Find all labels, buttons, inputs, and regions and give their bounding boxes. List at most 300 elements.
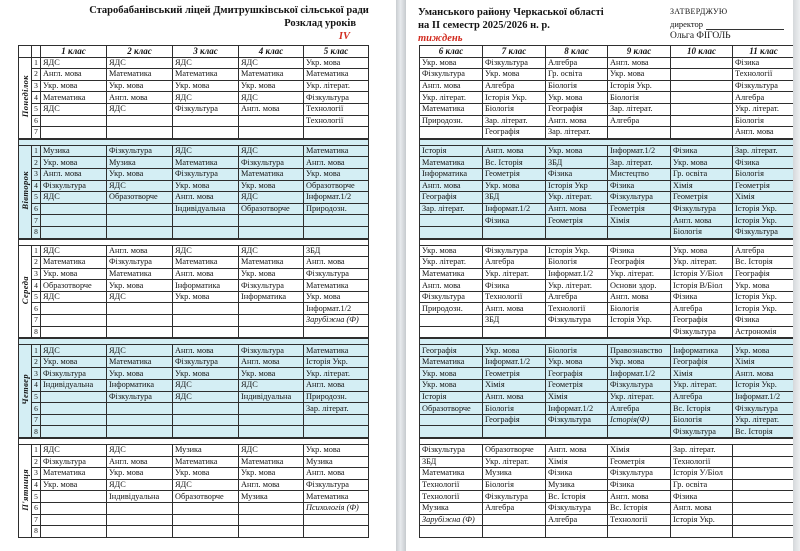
lesson-row xyxy=(19,368,369,380)
lesson-cell: Фізика xyxy=(733,57,795,69)
lesson-cell: Фізика xyxy=(671,145,733,157)
lesson-cell: Укр. мова xyxy=(173,368,239,380)
lesson-cell: Вс. Історія xyxy=(608,502,671,514)
lesson-number: 5 xyxy=(32,491,41,503)
lesson-cell: Укр. літерат. xyxy=(671,380,733,392)
lesson-row xyxy=(19,345,369,357)
lesson-cell: Алгебра xyxy=(733,245,795,257)
lesson-cell: Фізкультура xyxy=(173,103,239,115)
lesson-cell: Геометрія xyxy=(546,215,608,227)
lesson-row xyxy=(420,479,795,491)
lesson-cell xyxy=(107,514,173,526)
lesson-cell: Біологія xyxy=(608,92,671,104)
lesson-cell: Англ. мова xyxy=(671,215,733,227)
lesson-cell: Хімія xyxy=(483,380,546,392)
lesson-cell: Математика xyxy=(420,103,483,115)
lesson-number: 3 xyxy=(32,368,41,380)
lesson-cell: Біологія xyxy=(671,226,733,238)
lesson-cell: Укр. літерат. xyxy=(671,257,733,269)
lesson-cell: Математика xyxy=(173,157,239,169)
lesson-cell: Інформат.1/2 xyxy=(483,356,546,368)
lesson-row xyxy=(420,103,795,115)
lesson-row xyxy=(420,445,795,457)
lesson-cell xyxy=(41,226,107,238)
lesson-cell: Укр. мова xyxy=(41,268,107,280)
lesson-row xyxy=(420,491,795,503)
lesson-cell: Фізкультура xyxy=(608,380,671,392)
lesson-cell: Укр. мова xyxy=(608,69,671,81)
lesson-cell: ЯДС xyxy=(107,291,173,303)
lesson-row xyxy=(19,203,369,215)
lesson-cell: Фізкультура xyxy=(420,69,483,81)
page-left xyxy=(0,0,396,551)
lesson-cell: Інформат.1/2 xyxy=(304,192,369,204)
lesson-number: 2 xyxy=(32,69,41,81)
lesson-cell: Укр. мова xyxy=(304,57,369,69)
day-table-right-1 xyxy=(419,45,795,139)
lesson-number: 6 xyxy=(32,502,41,514)
lesson-cell xyxy=(239,414,304,426)
approval-block xyxy=(670,6,784,45)
lesson-cell: Географія xyxy=(483,127,546,139)
day-label: Понеділок xyxy=(19,57,32,138)
day-table-right-4 xyxy=(419,338,795,438)
lesson-number: 4 xyxy=(32,180,41,192)
lesson-row xyxy=(19,69,369,81)
lesson-cell: Природозн. xyxy=(420,303,483,315)
lesson-cell: Укр. літерат. xyxy=(546,192,608,204)
lesson-cell: Укр. мова xyxy=(420,245,483,257)
lesson-cell: Англ. мова xyxy=(420,280,483,292)
lesson-cell: Алгебра xyxy=(546,57,608,69)
lesson-cell: Фізкультура xyxy=(239,280,304,292)
lesson-cell: Біологія xyxy=(546,257,608,269)
lesson-cell: Англ. мова xyxy=(239,479,304,491)
lesson-cell: Фізкультура xyxy=(173,168,239,180)
lesson-cell: Математика xyxy=(420,268,483,280)
lesson-cell: Математика xyxy=(420,468,483,480)
lesson-cell: Фізкультура xyxy=(671,426,733,438)
lesson-cell: Індивідуальна xyxy=(239,391,304,403)
lesson-cell xyxy=(671,526,733,538)
lesson-cell: Фізкультура xyxy=(546,414,608,426)
lesson-cell xyxy=(173,315,239,327)
lesson-cell: Географія xyxy=(546,103,608,115)
lesson-number: 3 xyxy=(32,168,41,180)
lesson-row xyxy=(19,180,369,192)
lesson-row xyxy=(420,414,795,426)
lesson-cell: Укр. мова xyxy=(173,468,239,480)
lesson-row xyxy=(420,115,795,127)
lesson-cell: Математика xyxy=(304,280,369,292)
lesson-cell: Музика xyxy=(546,479,608,491)
lesson-cell: Музика xyxy=(239,491,304,503)
week-roman-numeral: IV xyxy=(338,31,350,42)
lesson-cell: Географія xyxy=(546,368,608,380)
lesson-row xyxy=(420,380,795,392)
lesson-cell xyxy=(107,115,173,127)
lesson-row xyxy=(420,257,795,269)
lesson-cell: Фізкультура xyxy=(107,257,173,269)
lesson-cell: Фізкультура xyxy=(671,326,733,338)
lesson-cell xyxy=(41,115,107,127)
lesson-cell: Англ. мова xyxy=(41,69,107,81)
lesson-number: 6 xyxy=(32,115,41,127)
lesson-cell: Англ. мова xyxy=(304,157,369,169)
lesson-cell: ЯДС xyxy=(41,291,107,303)
lesson-cell: Математика xyxy=(41,468,107,480)
lesson-cell: ЯДС xyxy=(173,391,239,403)
lesson-cell: Правознавство xyxy=(608,345,671,357)
lesson-cell xyxy=(41,326,107,338)
lesson-cell: Географія xyxy=(671,356,733,368)
lesson-cell: Укр. мова xyxy=(173,180,239,192)
lesson-cell: Математика xyxy=(173,69,239,81)
class-column-header: 9 клас xyxy=(608,46,671,58)
lesson-cell xyxy=(304,514,369,526)
day-table-right-2 xyxy=(419,139,795,239)
day-label: Вівторок xyxy=(19,145,32,238)
class-column-header: 5 клас xyxy=(304,46,369,58)
lesson-cell xyxy=(546,226,608,238)
lesson-cell: Фізкультура xyxy=(483,57,546,69)
lesson-number: 7 xyxy=(32,514,41,526)
lesson-cell: Укр. мова xyxy=(671,245,733,257)
lesson-number: 1 xyxy=(32,145,41,157)
school-title: Старобабанівський ліцей Дмитрушківської сільської ради xyxy=(89,5,369,16)
lesson-cell: Англ. мова xyxy=(107,245,173,257)
lesson-row xyxy=(420,157,795,169)
lesson-cell xyxy=(304,215,369,227)
lesson-cell xyxy=(107,215,173,227)
lesson-cell: Фізкультура xyxy=(733,226,795,238)
lesson-cell: Технології xyxy=(608,514,671,526)
lesson-cell xyxy=(608,127,671,139)
lesson-row xyxy=(420,368,795,380)
lesson-cell: Фізика xyxy=(608,245,671,257)
lesson-cell xyxy=(173,115,239,127)
class-column-header: 11 клас xyxy=(733,46,795,58)
class-column-header: 4 клас xyxy=(239,46,304,58)
lesson-row xyxy=(420,245,795,257)
lesson-row xyxy=(420,92,795,104)
lesson-cell: Математика xyxy=(173,456,239,468)
lesson-cell: Астрономія xyxy=(733,326,795,338)
lesson-cell: Технології xyxy=(546,303,608,315)
day-label: П'ятниця xyxy=(19,445,32,538)
lesson-cell: Географія xyxy=(420,192,483,204)
lesson-cell: Індивідуальна xyxy=(173,203,239,215)
lesson-cell xyxy=(41,215,107,227)
lesson-cell: Історія У/Біол xyxy=(671,268,733,280)
lesson-cell xyxy=(608,326,671,338)
lesson-cell: Геометрія xyxy=(733,180,795,192)
lesson-cell: ЗБД xyxy=(483,315,546,327)
lesson-cell: Хімія xyxy=(546,391,608,403)
lesson-row xyxy=(19,502,369,514)
lesson-cell: Фізкультура xyxy=(608,468,671,480)
lesson-number: 1 xyxy=(32,445,41,457)
lesson-row xyxy=(420,514,795,526)
lesson-cell: Укр. літерат. xyxy=(733,103,795,115)
lesson-row xyxy=(420,192,795,204)
lesson-cell xyxy=(546,526,608,538)
lesson-row xyxy=(420,291,795,303)
lesson-row xyxy=(19,456,369,468)
lesson-cell: Гр. освіта xyxy=(671,168,733,180)
day-table-left-5 xyxy=(18,438,369,538)
day-table-left-3 xyxy=(18,239,369,339)
lesson-cell: Укр. мова xyxy=(107,280,173,292)
lesson-row xyxy=(19,80,369,92)
lesson-cell: Інформат.1/2 xyxy=(483,203,546,215)
lesson-cell: Математика xyxy=(107,356,173,368)
lesson-cell: Історія В/Біол xyxy=(671,280,733,292)
lesson-number: 2 xyxy=(32,157,41,169)
lesson-number: 1 xyxy=(32,245,41,257)
lesson-cell: Фізика xyxy=(608,479,671,491)
director-row xyxy=(670,18,784,30)
lesson-cell: Географія xyxy=(420,345,483,357)
lesson-cell: Зар. літерат. xyxy=(608,103,671,115)
lesson-row xyxy=(420,69,795,81)
lesson-cell xyxy=(173,426,239,438)
lesson-cell: ЗБД xyxy=(483,192,546,204)
day-column-header xyxy=(19,46,32,58)
lesson-row xyxy=(420,168,795,180)
lesson-cell xyxy=(546,326,608,338)
lesson-row xyxy=(19,315,369,327)
lesson-cell: Геометрія xyxy=(671,192,733,204)
lesson-cell: Укр. мова xyxy=(733,280,795,292)
lesson-cell xyxy=(483,526,546,538)
lesson-cell: Вс. Історія xyxy=(733,257,795,269)
lesson-cell: Укр. мова xyxy=(41,157,107,169)
lesson-cell: Укр. літерат. xyxy=(304,80,369,92)
lesson-cell: Природозн. xyxy=(304,203,369,215)
timetable-grades-6-11 xyxy=(419,45,794,538)
lesson-cell: Математика xyxy=(304,345,369,357)
lesson-row xyxy=(19,491,369,503)
lesson-number: 4 xyxy=(32,92,41,104)
lesson-number: 4 xyxy=(32,380,41,392)
lesson-cell: Математика xyxy=(41,92,107,104)
lesson-cell xyxy=(420,526,483,538)
lesson-cell: Фізика xyxy=(608,180,671,192)
lesson-cell: Фізика xyxy=(733,315,795,327)
lesson-cell: Англ. мова xyxy=(107,92,173,104)
lesson-row xyxy=(19,157,369,169)
lesson-row xyxy=(19,280,369,292)
lesson-cell: ЯДС xyxy=(41,103,107,115)
lesson-cell: Природозн. xyxy=(420,115,483,127)
lesson-cell xyxy=(420,215,483,227)
lesson-row xyxy=(420,391,795,403)
lesson-cell: Фізкультура xyxy=(733,403,795,415)
lesson-cell: Мистецтво xyxy=(608,168,671,180)
lesson-cell: Англ. мова xyxy=(173,345,239,357)
lesson-row xyxy=(19,127,369,139)
lesson-cell: Укр. мова xyxy=(239,268,304,280)
lesson-row xyxy=(420,268,795,280)
lesson-cell: Основи здор. xyxy=(608,280,671,292)
lesson-cell: Укр. мова xyxy=(608,356,671,368)
lesson-number: 5 xyxy=(32,391,41,403)
lesson-number: 5 xyxy=(32,103,41,115)
lesson-row xyxy=(19,326,369,338)
lesson-cell: Укр. мова xyxy=(107,80,173,92)
lesson-cell xyxy=(239,403,304,415)
director-label: директор xyxy=(670,19,704,29)
lesson-cell: Укр. літерат. xyxy=(546,280,608,292)
lesson-cell: Географія xyxy=(733,268,795,280)
lesson-row xyxy=(19,445,369,457)
lesson-cell: Історія Укр. xyxy=(608,80,671,92)
lesson-row xyxy=(19,514,369,526)
lesson-row xyxy=(420,280,795,292)
lesson-cell: Біологія xyxy=(733,115,795,127)
lesson-cell: Укр. мова xyxy=(304,445,369,457)
day-table-right-5 xyxy=(419,438,795,538)
lesson-cell: Музика xyxy=(41,145,107,157)
lesson-number: 3 xyxy=(32,80,41,92)
lesson-cell: Зар. літерат. xyxy=(483,115,546,127)
lesson-cell: Укр. мова xyxy=(483,180,546,192)
lesson-cell xyxy=(173,526,239,538)
lesson-cell: Хімія xyxy=(608,215,671,227)
week-label: тиждень xyxy=(418,33,463,44)
lesson-row xyxy=(420,80,795,92)
lesson-cell: Історія(Ф) xyxy=(608,414,671,426)
lesson-cell: Історія Укр. xyxy=(671,514,733,526)
signature-line xyxy=(706,20,784,30)
lesson-cell: Образотворче xyxy=(173,491,239,503)
lesson-cell: Укр. літерат. xyxy=(483,456,546,468)
lesson-cell: Вс. Історія xyxy=(671,403,733,415)
lesson-cell: Англ. мова xyxy=(483,303,546,315)
lesson-cell xyxy=(546,426,608,438)
semester-line: на ІІ семестр 2025/2026 н. р. xyxy=(418,20,550,31)
lesson-cell: Зарубіжна (Ф) xyxy=(304,315,369,327)
lesson-cell: Хімія xyxy=(671,180,733,192)
lesson-cell: ЯДС xyxy=(239,380,304,392)
district-line: Уманського району Черкаської області xyxy=(418,7,604,18)
lesson-cell: Образотворче xyxy=(41,280,107,292)
lesson-cell: Укр. літерат. xyxy=(733,414,795,426)
lesson-cell: Фізкультура xyxy=(173,356,239,368)
lesson-cell: Образотворче xyxy=(420,403,483,415)
lesson-cell: Інформатика xyxy=(173,280,239,292)
lesson-cell: Укр. мова xyxy=(304,168,369,180)
lesson-cell: Фізкультура xyxy=(107,391,173,403)
lesson-cell: Укр. мова xyxy=(546,92,608,104)
lesson-number: 8 xyxy=(32,426,41,438)
lesson-cell: Укр. літерат. xyxy=(608,391,671,403)
lesson-cell xyxy=(239,315,304,327)
lesson-cell: Музика xyxy=(304,456,369,468)
lesson-cell xyxy=(41,414,107,426)
lesson-cell: Укр. літерат. xyxy=(420,92,483,104)
left-header xyxy=(88,4,370,43)
lesson-cell: Фізкультура xyxy=(671,203,733,215)
lesson-cell: Музика xyxy=(420,502,483,514)
lesson-cell: Інформат.1/2 xyxy=(546,403,608,415)
lesson-row xyxy=(19,145,369,157)
lesson-cell xyxy=(239,514,304,526)
lesson-cell: Англ. мова xyxy=(671,502,733,514)
lesson-cell: Англ. мова xyxy=(546,445,608,457)
lesson-cell: ЯДС xyxy=(107,479,173,491)
lesson-cell xyxy=(107,303,173,315)
lesson-cell: Алгебра xyxy=(671,303,733,315)
lesson-cell xyxy=(173,502,239,514)
lesson-row xyxy=(420,180,795,192)
lesson-cell xyxy=(107,426,173,438)
lesson-cell: Технології xyxy=(671,456,733,468)
lesson-row xyxy=(19,268,369,280)
lesson-row xyxy=(420,456,795,468)
lesson-cell xyxy=(173,403,239,415)
lesson-cell xyxy=(483,326,546,338)
lesson-number: 6 xyxy=(32,403,41,415)
lesson-cell: Хімія xyxy=(733,356,795,368)
lesson-number: 1 xyxy=(32,345,41,357)
lesson-cell: Укр. літерат. xyxy=(608,268,671,280)
lesson-row xyxy=(19,391,369,403)
lesson-cell: ЗБД xyxy=(546,157,608,169)
lesson-number: 5 xyxy=(32,291,41,303)
lesson-cell: ЯДС xyxy=(239,192,304,204)
lesson-cell: Математика xyxy=(239,456,304,468)
lesson-cell: ЯДС xyxy=(239,145,304,157)
lesson-cell: Історія Укр. xyxy=(733,203,795,215)
lesson-cell: Географія xyxy=(483,414,546,426)
lesson-row xyxy=(420,226,795,238)
class-column-header: 1 клас xyxy=(41,46,107,58)
lesson-cell xyxy=(173,514,239,526)
lesson-number: 4 xyxy=(32,280,41,292)
lesson-cell: Англ. мова xyxy=(173,192,239,204)
lesson-cell: Музика xyxy=(107,157,173,169)
lesson-cell: ЯДС xyxy=(107,180,173,192)
lesson-cell xyxy=(41,502,107,514)
day-table-right-3 xyxy=(419,239,795,339)
lesson-cell xyxy=(107,315,173,327)
lesson-cell: Фізика xyxy=(671,491,733,503)
lesson-cell xyxy=(239,215,304,227)
lesson-cell xyxy=(420,226,483,238)
lesson-cell xyxy=(107,127,173,139)
lesson-cell xyxy=(239,226,304,238)
lesson-cell: Англ. мова xyxy=(304,257,369,269)
lesson-cell: Англ. мова xyxy=(173,268,239,280)
lesson-cell xyxy=(41,426,107,438)
director-name: Ольга ФІГОЛЬ xyxy=(670,31,731,41)
lesson-cell: ЯДС xyxy=(173,380,239,392)
lesson-cell: Хімія xyxy=(546,456,608,468)
lesson-cell xyxy=(41,303,107,315)
lesson-cell xyxy=(41,491,107,503)
lesson-cell: Інформат.1/2 xyxy=(608,368,671,380)
lesson-cell xyxy=(483,514,546,526)
lesson-cell: Історія Укр. xyxy=(733,303,795,315)
lesson-cell: Укр. мова xyxy=(239,80,304,92)
lesson-cell xyxy=(41,203,107,215)
lesson-row xyxy=(420,356,795,368)
schedule-title: Розклад уроків xyxy=(284,18,356,29)
lesson-cell xyxy=(733,526,795,538)
lesson-cell xyxy=(173,326,239,338)
